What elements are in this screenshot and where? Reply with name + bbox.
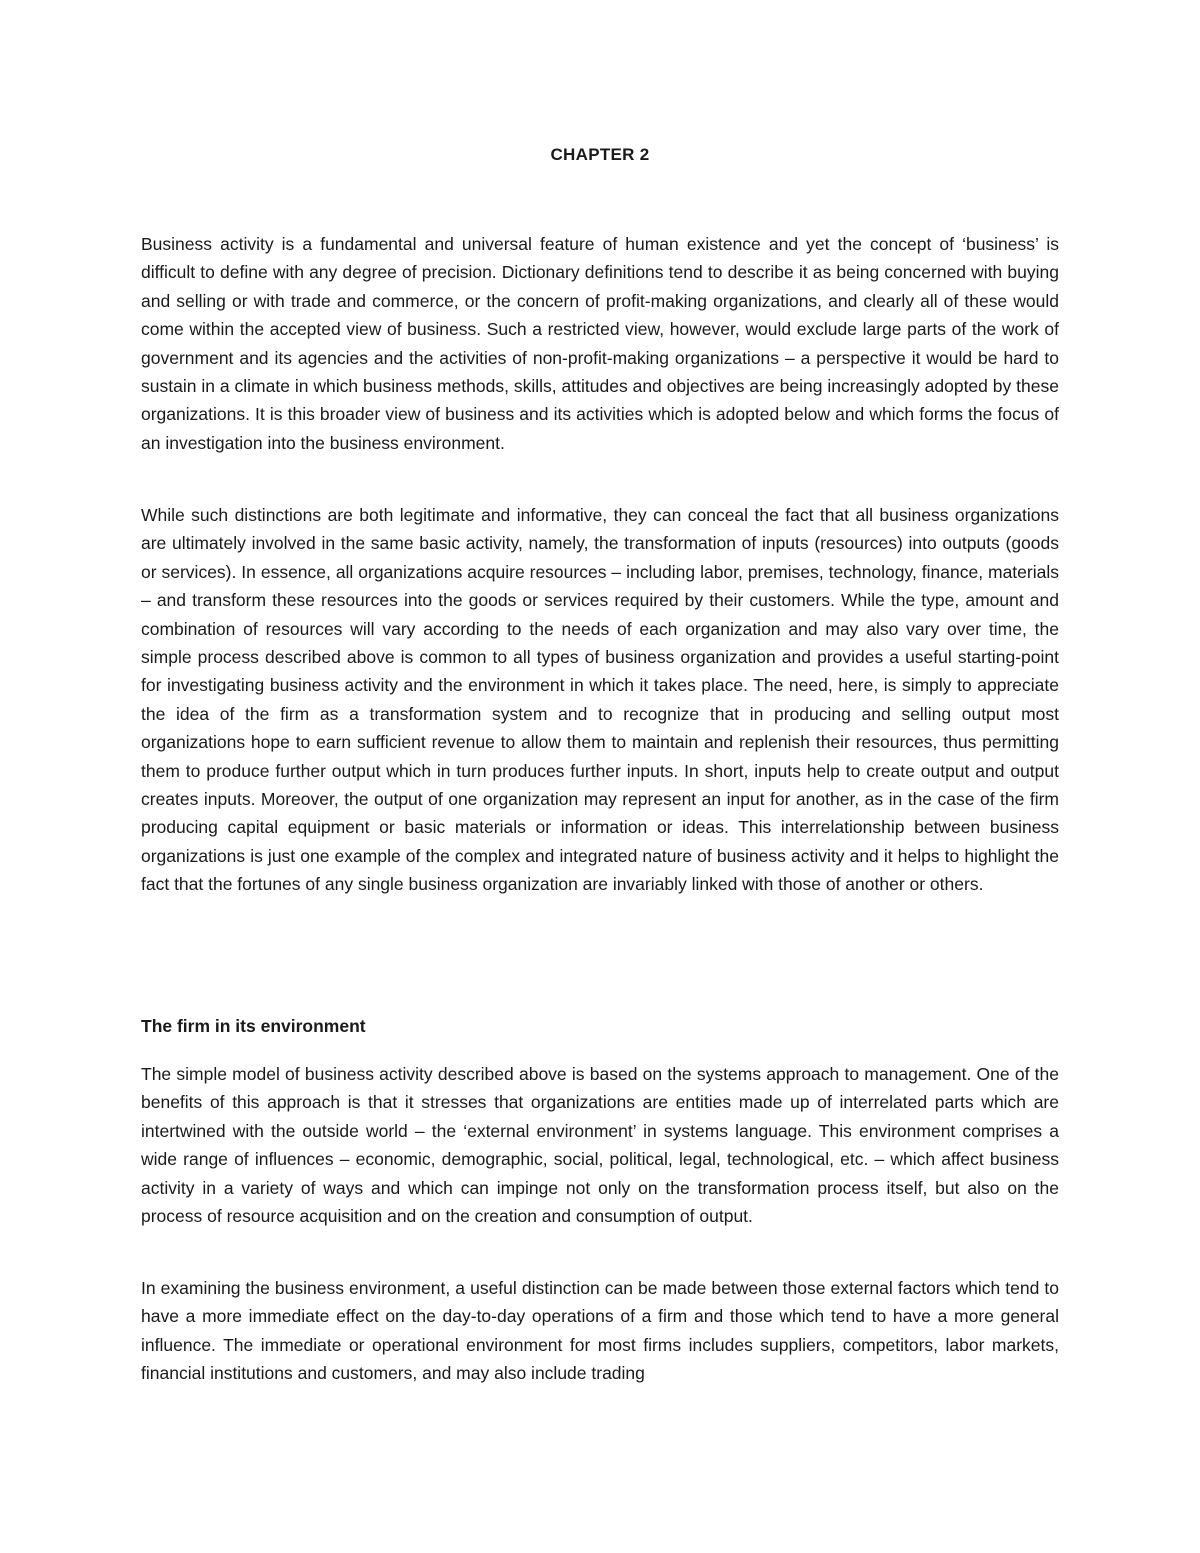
paragraph-business-definition: Business activity is a fundamental and universal feature of human existence and yet the concept of ‘business’ is difficult to define with any degree of precision. Dictionary definitions tend to describe it as being concerned with buying and selling or with trade and commerce, or the concern of profit-making organizations, and clearly all of these would come within the accepted view of business. Such a restricted view, however, would exclude large parts of the work of government and its agencies and the activities of non-profit-making organizations – a perspective it would be hard to sustain in a climate in which business methods, skills, attitudes and objectives are being increasingly adopted by these organizations. It is this broader view of business and its activities which is adopted below and which forms the focus of an investigation into the business environment. — [141, 234, 1059, 453]
paragraph-systems-approach: The simple model of business activity described above is based on the systems approach to management. One of the benefits of this approach is that it stresses that organizations are entities made up of interrelated parts which are intertwined with the outside world – the ‘external environment’ in systems language. This environment comprises a wide range of influences – economic, demographic, social, political, legal, technological, etc. – which affect business activity in a variety of ways and which can impinge not only on the transformation process itself, but also on the process of resource acquisition and on the creation and consumption of output. — [141, 1064, 1059, 1227]
section-heading: The firm in its environment — [141, 1016, 366, 1036]
chapter-title: CHAPTER 2 — [550, 145, 650, 164]
paragraph-transformation-system: While such distinctions are both legitimate and informative, they can conceal the fact that all business organizations are ultimately involved in the same basic activity, namely, the transformation of inputs (resources) into outputs (goods or services). In essence, all organizations acquire resources – including labor, premises, technology, finance, materials – and transform these resources into the goods or services required by their customers. While the type, amount and combination of resources will vary according to the needs of each organization and may also vary over time, the simple process described above is common to all types of business organization and provides a useful starting-point for investigating business activity and the environment in which it takes place. The need, here, is simply to appreciate the idea of the firm as a transformation system and to recognize that in producing and selling output most organizations hope to earn sufficient revenue to allow them to maintain and replenish their resources, thus permitting them to produce further output which in turn produces further inputs. In short, inputs help to create output and output creates inputs. Moreover, the output of one organization may represent an input for another, as in the case of the firm producing capital equipment or basic materials or information or ideas. This interrelationship between business organizations is just one example of the complex and integrated nature of business activity and it helps to highlight the fact that the fortunes of any single business organization are invariably linked with those of another or others. — [141, 505, 1059, 895]
paragraph-operational-environment: In examining the business environment, a useful distinction can be made between those external factors which tend to have a more immediate effect on the day-to-day operations of a firm and those which tend to have a more general influence. The immediate or operational environment for most firms includes suppliers, competitors, labor markets, financial institutions and customers, and may also include trading — [141, 1278, 1059, 1384]
